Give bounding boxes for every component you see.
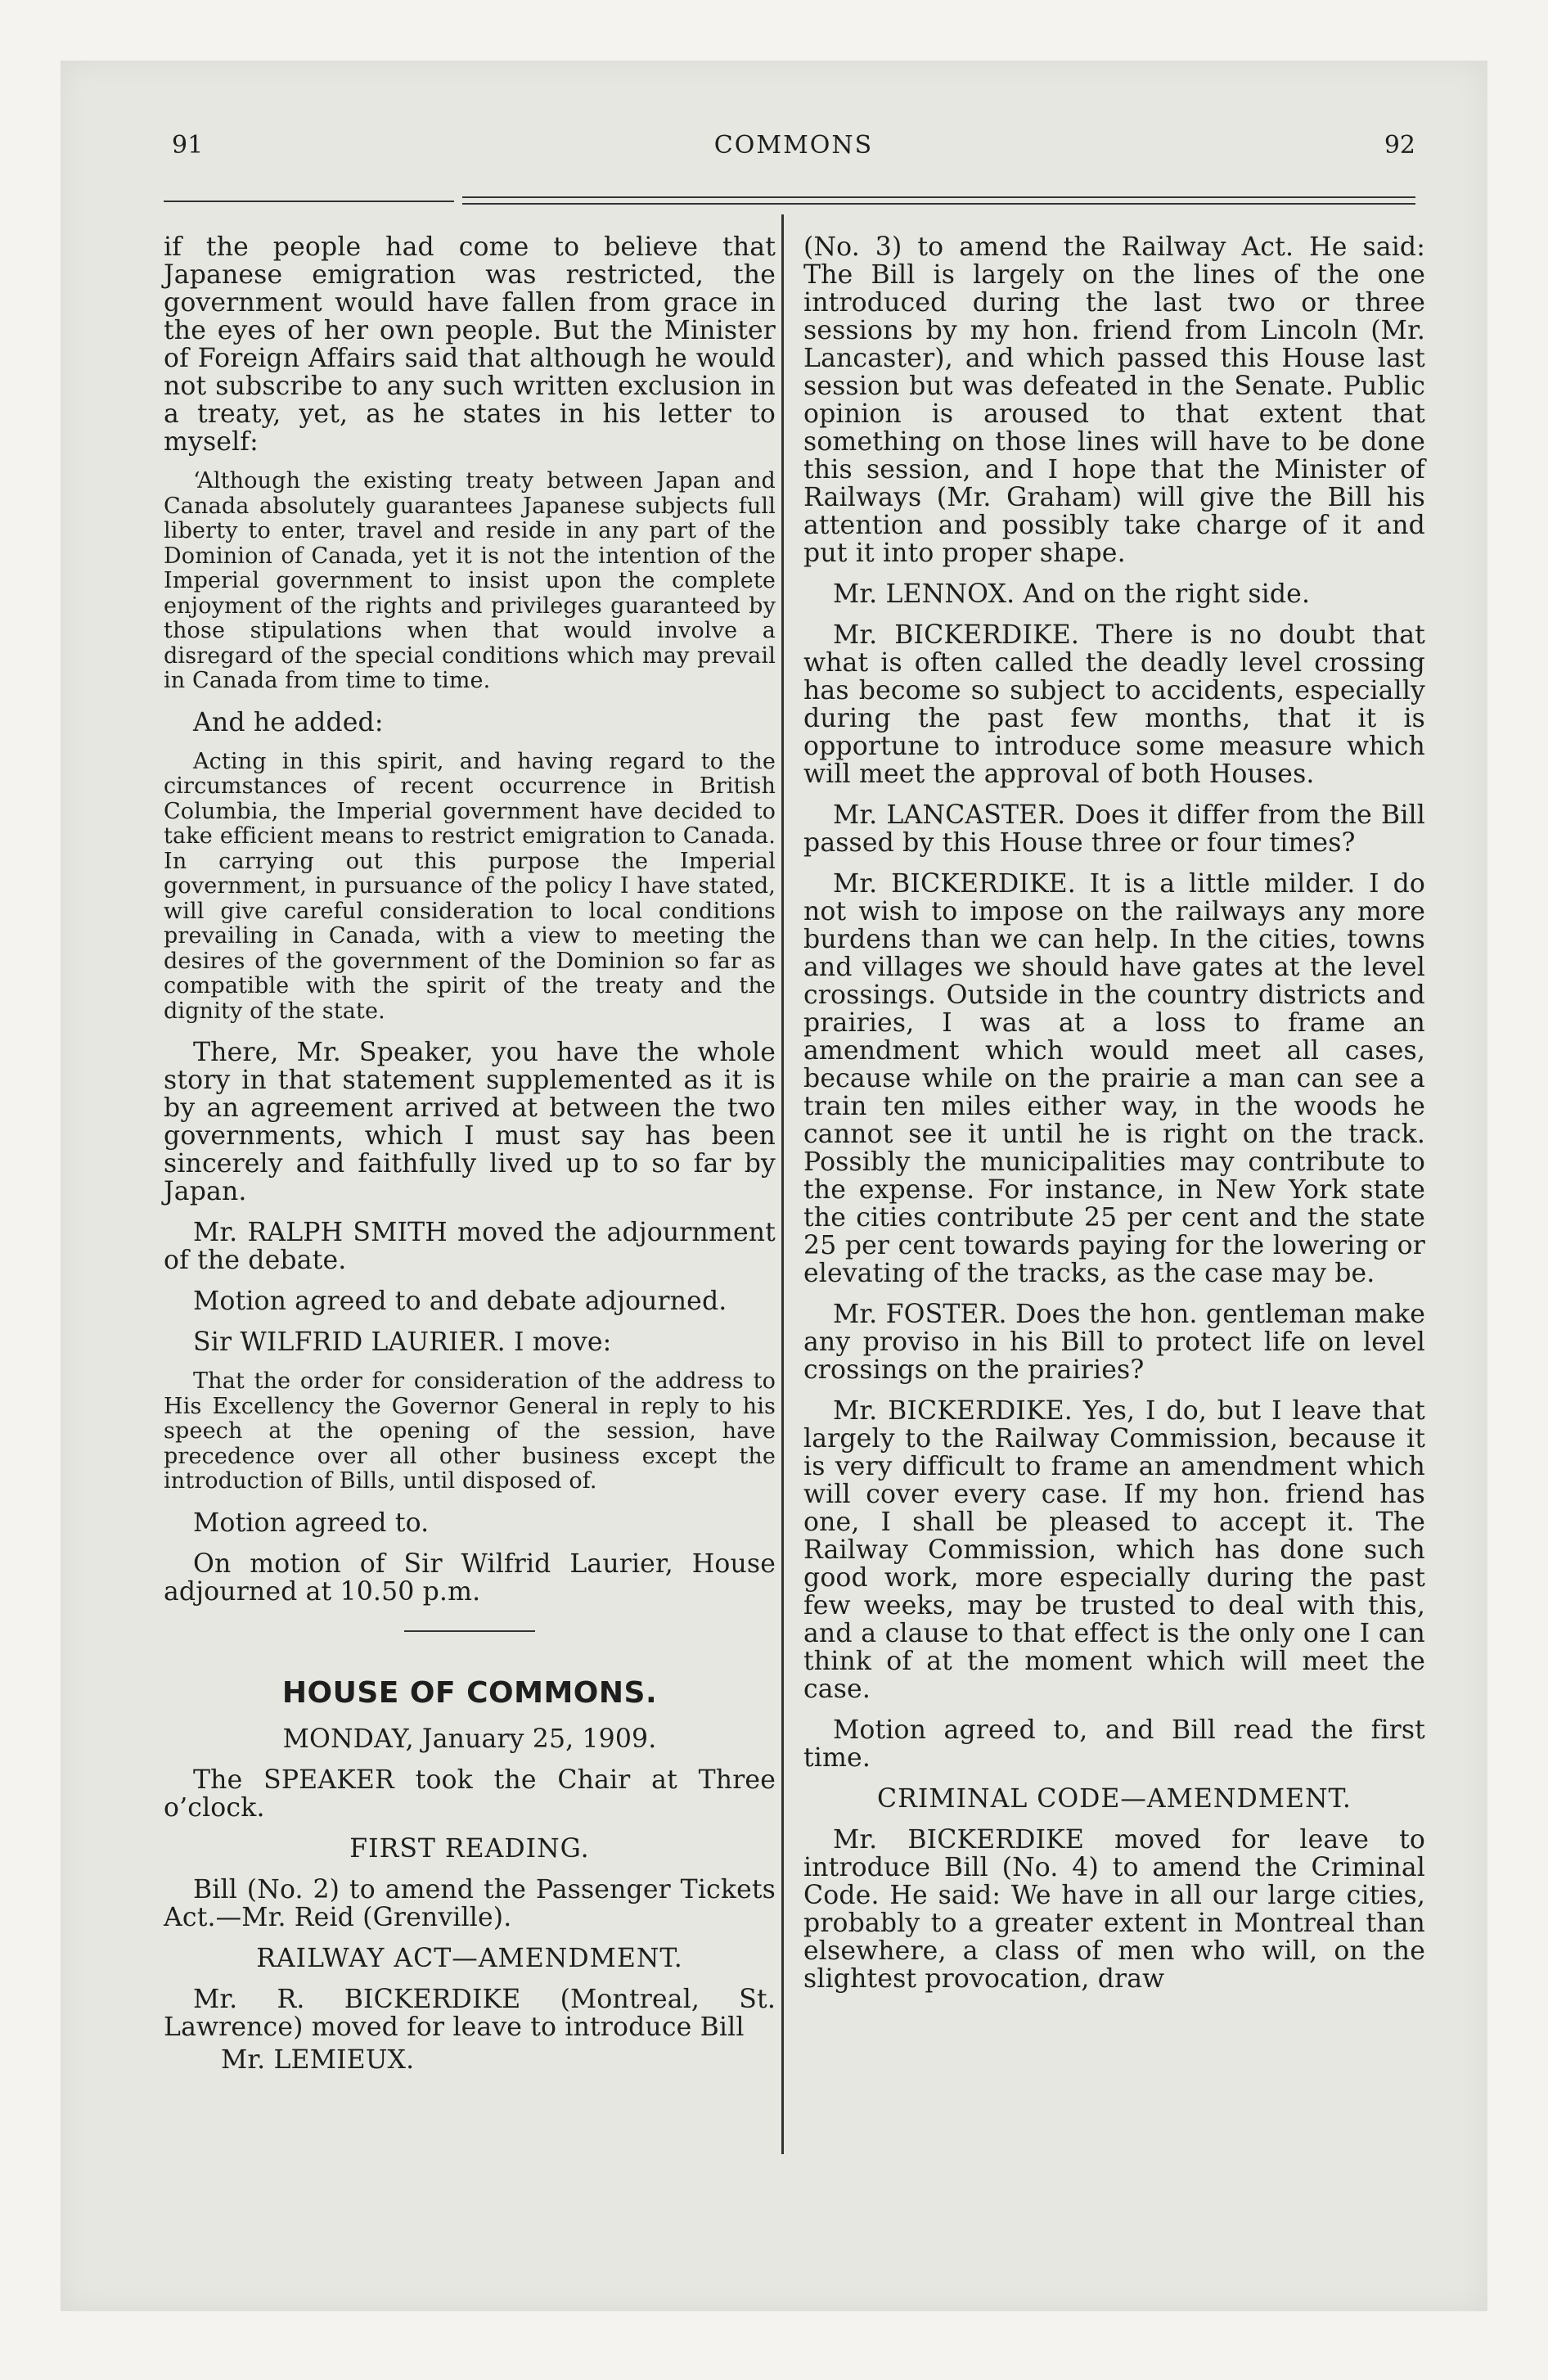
running-title: COMMONS [713,131,874,160]
section-heading-first-reading: FIRST READING. [349,1833,590,1864]
left-column [164,233,776,2074]
section-heading-criminal-code: CRIMINAL CODE—AMENDMENT. [877,1784,1352,1814]
page-header [172,131,1415,180]
paragraph: Motion agreed to. [193,1508,430,1538]
paragraph: Mr. R. BICKERDIKE (Montreal, St. Lawrence) moved for leave to introduce Bill [164,1984,776,2042]
column-divider [781,214,784,2154]
header-rule-bottom [462,203,1415,205]
paragraph: Mr. LENNOX. And on the right side. [833,579,1311,609]
paragraph: Sir WILFRID LAURIER. I move: [193,1327,612,1357]
sitting-date: MONDAY, January 25, 1909. [282,1724,657,1754]
paragraph: The SPEAKER took the Chair at Three o’clock. [164,1765,776,1823]
quotation: ‘Although the existing treaty between Japan and Canada absolutely guarantees Japanese subjects full liberty to enter, travel and reside in any part of the Dominion of Canada, yet it is not the intention of the Imperial government to insist upon the complete enjoyment of the rights and privileges guaranteed by those stipulations when that would involve a disregard of the special conditions which may prevail in Canada from time to time. [164,468,776,693]
paragraph: Bill (No. 2) to amend the Passenger Tickets Act.—Mr. Reid (Grenville). [164,1874,776,1932]
paragraph: Mr. LANCASTER. Does it differ from the Bill passed by this House three or four times? [803,800,1425,858]
section-heading-railway: RAILWAY ACT—AMENDMENT. [256,1943,683,1973]
paragraph: Mr. BICKERDIKE. It is a little milder. I do not wish to impose on the railways any more burdens than we can help. In the cities, towns and villages we should have gates at the level crossings. Outside in the country districts and prairies, I was at a loss to frame an amendment which would meet all cases, because while on the prairie a man can see a train ten miles either way, in the woods he cannot see it until he is right on the track. Possibly the municipalities may contribute to the expense. For instance, in New York state the cities contribute 25 per cent and the state 25 per cent towards paying for the lowering or elevating of the tracks, as the case may be. [803,869,1425,1288]
paragraph: On motion of Sir Wilfrid Laurier, House adjourned at 10.50 p.m. [164,1548,776,1607]
right-column [803,233,1425,2006]
page-number-right: 92 [1384,131,1415,160]
paragraph: if the people had come to believe that Japanese emigration was restricted, the government would have fallen from grace in the eyes of her own people. But the Minister of Foreign Affairs said that although he would not subscribe to any such written exclusion in a treaty, yet, as he states in his letter to myself: [164,232,776,457]
house-heading: HOUSE OF COMMONS. [281,1675,658,1710]
header-rule-left [164,201,454,202]
paragraph: Mr. RALPH SMITH moved the adjournment of the debate. [164,1218,776,1275]
paragraph: (No. 3) to amend the Railway Act. He said: The Bill is largely on the lines of the one introduced during the last two or three sessions by my hon. friend from Lincoln (Mr. Lancaster), and which passed this House last session but was defeated in the Senate. Public opinion is aroused to that extent that something on those lines will have to be done this session, and I hope that the Minister of Railways (Mr. Graham) will give the Bill his attention and possibly take charge of it and put it into proper shape. [803,232,1425,568]
paragraph: Mr. FOSTER. Does the hon. gentleman make any proviso in his Bill to protect life on level crossings on the prairies? [803,1300,1425,1385]
paragraph: Mr. BICKERDIKE. There is no doubt that what is often called the deadly level crossing has become so subject to accidents, especially during the past few months, that it is opportune to introduce some measure which will meet the approval of both Houses. [803,620,1425,789]
paragraph: And he added: [193,707,384,737]
paragraph: Motion agreed to, and Bill read the first time. [803,1715,1425,1773]
quotation: Acting in this spirit, and having regard to the circumstances of recent occurrence in British Columbia, the Imperial government have decided to take efficient means to restrict emigration to Canada. In carrying out this purpose the Imperial government, in pursuance of the policy I have stated, will give careful consideration to local conditions prevailing in Canada, with a view to meeting the desires of the government of the Dominion so far as compatible with the spirit of the treaty and the dignity of the state. [164,748,776,1024]
paragraph: There, Mr. Speaker, you have the whole story in that statement supplemented as it is by an agreement arrived at between the two governments, which I must say has been sincerely and faithfully lived up to so far by Japan. [164,1038,776,1206]
paragraph: Motion agreed to and debate adjourned. [193,1287,727,1316]
page-number-left: 91 [172,131,204,160]
section-rule [404,1630,535,1632]
quotation: That the order for consideration of the address to His Excellency the Governor General in reply to his speech at the opening of the session, have precedence over all other business except the introduction of Bills, until disposed of. [164,1368,776,1494]
paragraph: Mr. BICKERDIKE. Yes, I do, but I leave that largely to the Railway Commission, because it is very difficult to frame an amendment which will cover every case. If my hon. friend has one, I shall be pleased to accept it. The Railway Commission, which has done such good work, more especially during the past few weeks, may be trusted to deal with this, and a clause to that effect is the only one I can think of at the moment which will meet the case. [803,1396,1425,1704]
paragraph: Mr. BICKERDIKE moved for leave to introduce Bill (No. 4) to amend the Criminal Code. He said: We have in all our large cities, probably to a greater extent in Montreal than elsewhere, a class of men who will, on the slightest provocation, draw [803,1825,1425,1994]
speaker-footer: Mr. LEMIEUX. [221,2044,415,2075]
header-rule-top [462,196,1415,198]
